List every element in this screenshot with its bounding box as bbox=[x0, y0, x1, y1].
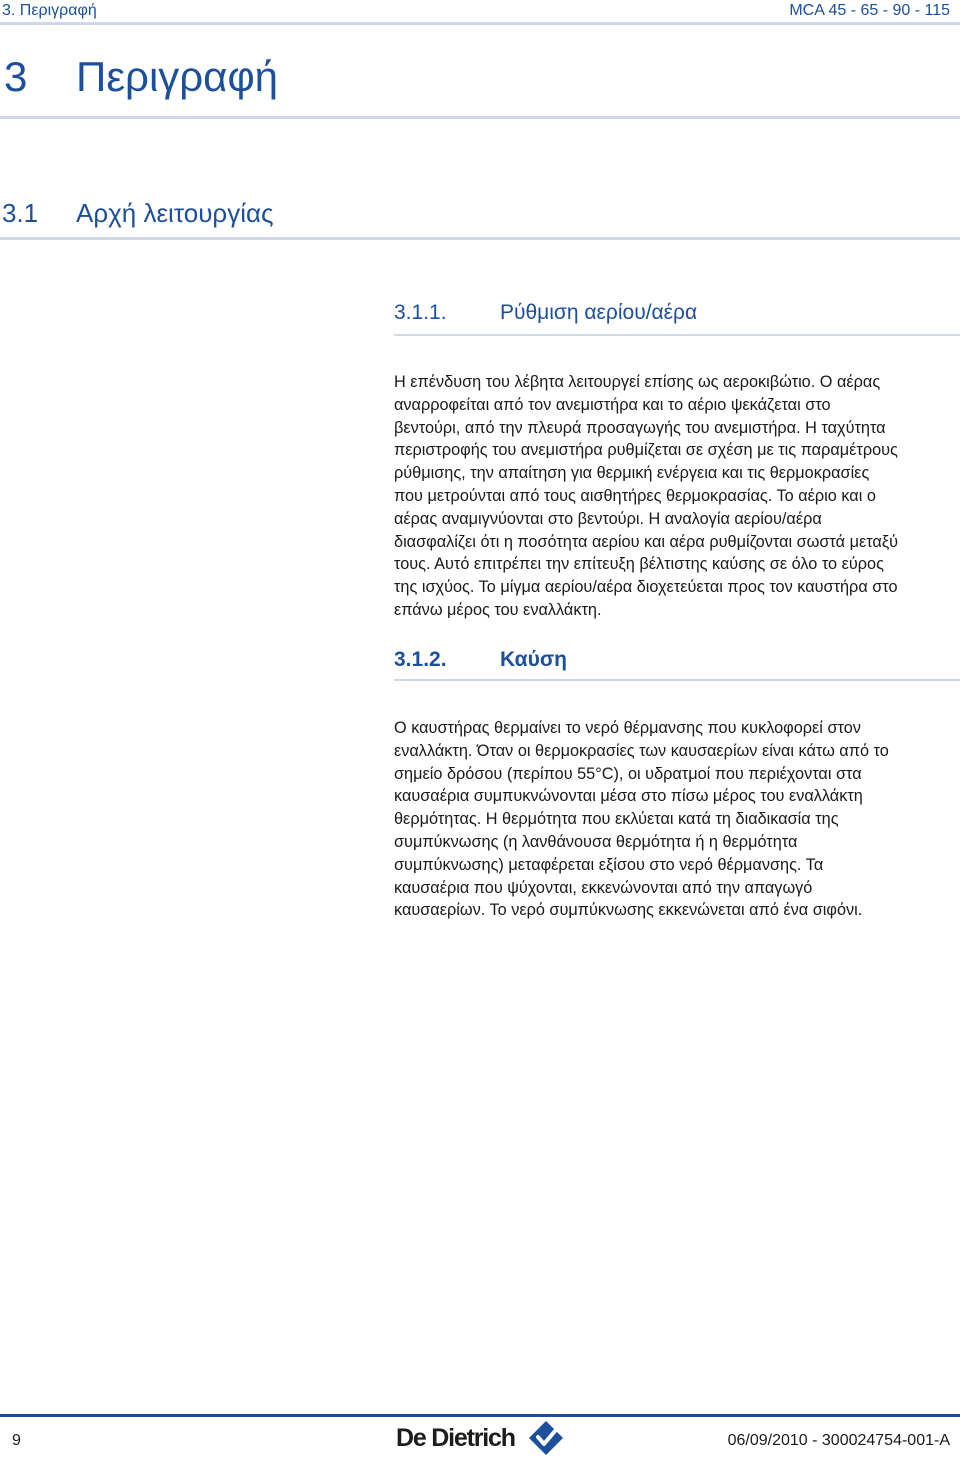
subsection-title: Ρύθμιση αερίου/αέρα bbox=[500, 301, 698, 324]
text-line: περιστροφής του ανεμιστήρα ρυθμίζεται σε σχέση με τις παραμέτρους bbox=[394, 441, 898, 460]
text-line: συμπύκνωσης (η λανθάνουσα θερμότητα ή η θερμότητα bbox=[394, 832, 798, 851]
subsection-heading-combustion bbox=[394, 646, 567, 674]
text-line: τους. Αυτό επιτρέπει την επίτευξη βέλτιστης καύσης σε όλο το εύρος bbox=[394, 555, 884, 574]
running-header-left: 3. Περιγραφή bbox=[2, 2, 97, 19]
text-line: αέρας αναμιγνύονται στο βεντούρι. Η αναλογία αερίου/αέρα bbox=[394, 509, 822, 528]
paragraph-gas-air bbox=[394, 371, 960, 622]
text-line: Ο καυστήρας θερμαίνει το νερό θέρμανσης που κυκλοφορεί στον bbox=[394, 719, 861, 737]
subsection-title: Καύση bbox=[500, 648, 568, 671]
text-line: διασφαλίζει ότι η ποσότητα αερίου και αέρα ρυθμίζονται σωστά μεταξύ bbox=[394, 532, 899, 551]
logo-wordmark: De Dietrich bbox=[396, 1424, 515, 1452]
text-line: συμπύκνωσης) μεταφέρεται εξίσου στο νερό θέρμανσης. Τα bbox=[394, 855, 824, 874]
text-line: επάνω μέρος του εναλλάκτη. bbox=[394, 600, 602, 619]
chapter-title: Περιγραφή bbox=[76, 53, 279, 100]
footer-rule bbox=[0, 1414, 960, 1417]
text-line: Η επένδυση του λέβητα λειτουργεί επίσης ως αεροκιβώτιο. Ο αέρας bbox=[394, 373, 881, 391]
text-line: θερμότητας. Η θερμότητα που εκλύεται κατά τη διαδικασία της bbox=[394, 810, 839, 829]
text-line: της ισχύος. Το μίγμα αερίου/αέρα διοχετεύεται προς τον καυστήρα στο bbox=[394, 578, 898, 597]
section-number: 3.1 bbox=[2, 198, 39, 228]
text-line: εναλλάκτη. Όταν οι θερμοκρασίες των καυσαερίων είναι κάτω από το bbox=[394, 741, 889, 760]
subsection-number: 3.1.1. bbox=[394, 301, 447, 324]
page-number: 9 bbox=[12, 1432, 21, 1449]
text-line: ρύθμισης, την απαίτηση για θερμική ενέργεια και τις θερμοκρασίες bbox=[394, 464, 870, 483]
text-line: καυσαέρια συμπυκνώνονται μέσα στο πίσω μέρος του εναλλάκτη bbox=[394, 787, 863, 806]
de-dietrich-logo-icon bbox=[396, 1418, 566, 1458]
subsection-heading-gas-air bbox=[394, 299, 697, 327]
header-rule bbox=[0, 22, 960, 25]
chapter-heading bbox=[4, 50, 278, 104]
running-header-right: MCA 45 - 65 - 90 - 115 bbox=[789, 2, 950, 19]
section-title: Αρχή λειτουργίας bbox=[76, 198, 274, 228]
section-heading bbox=[2, 196, 274, 230]
text-line: που μετρούνται από τους αισθητήρες θερμοκρασίας. Το αέριο και ο bbox=[394, 486, 876, 505]
subsection-rule bbox=[394, 334, 960, 336]
paragraph-combustion bbox=[394, 717, 960, 922]
subsection-number: 3.1.2. bbox=[394, 648, 447, 671]
chapter-rule bbox=[0, 116, 960, 119]
text-line: βεντούρι, από την πλευρά προσαγωγής του ανεμιστήρα. Η ταχύτητα bbox=[394, 418, 886, 437]
text-line: καυσαερίων. Το νερό συμπύκνωσης εκκενώνεται από ένα σιφόνι. bbox=[394, 901, 863, 920]
section-rule bbox=[0, 237, 960, 240]
text-line: σημείο δρόσου (περίπου 55°C), οι υδρατμοί που περιέχονται στα bbox=[394, 764, 862, 783]
chapter-number: 3 bbox=[4, 53, 28, 100]
subsection-rule bbox=[394, 679, 960, 681]
text-line: αναρροφείται από τον ανεμιστήρα και το αέριο ψεκάζεται στο bbox=[394, 395, 831, 414]
text-line: καυσαέρια που ψύχονται, εκκενώνονται από την απαγωγό bbox=[394, 878, 813, 897]
document-reference: 06/09/2010 - 300024754-001-A bbox=[727, 1432, 950, 1449]
logo-diamond-icon bbox=[528, 1420, 564, 1456]
